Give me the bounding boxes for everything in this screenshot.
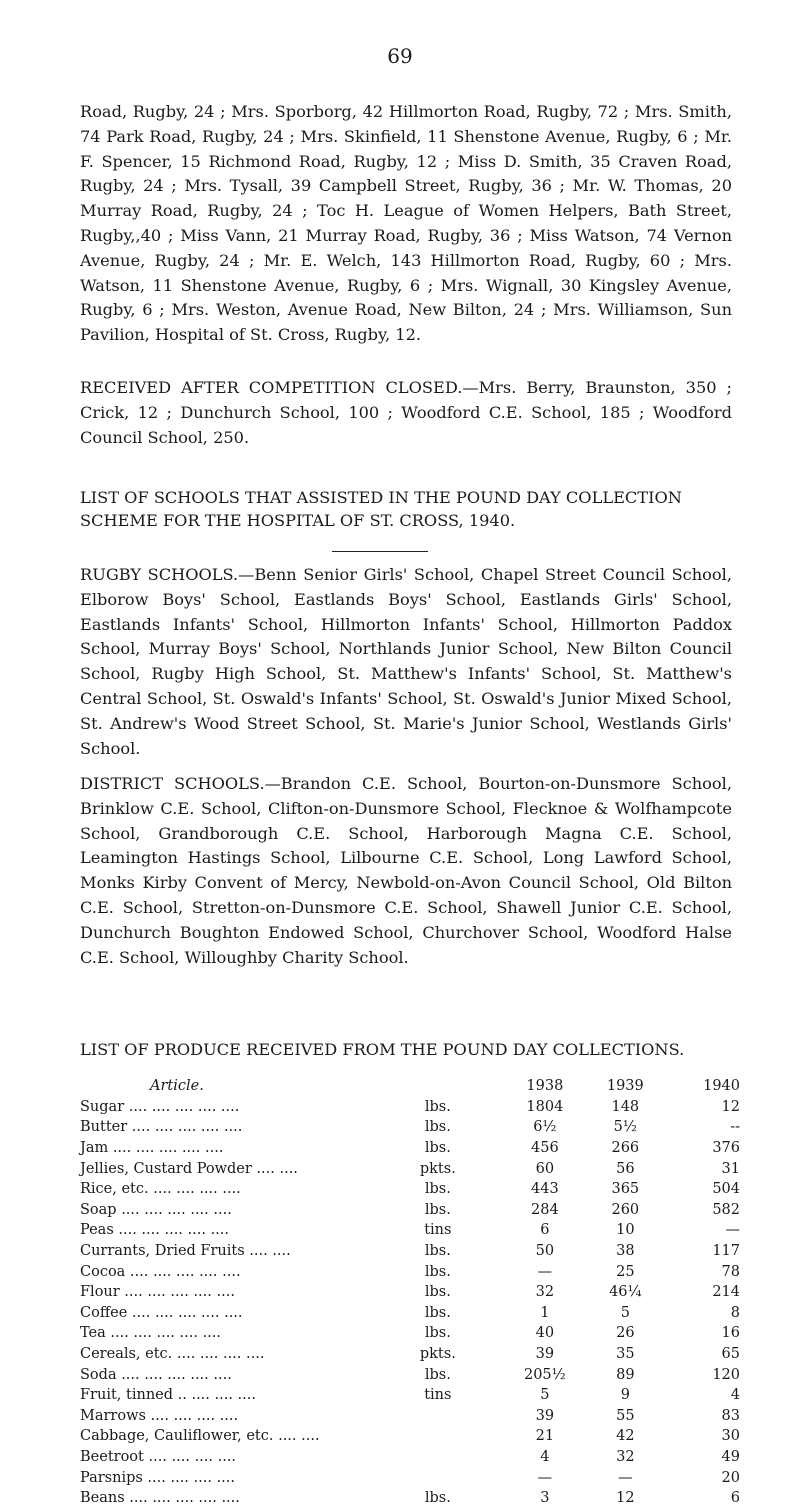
value-1938-cell: 6	[540, 1222, 550, 1239]
header-article: Article.	[150, 1078, 204, 1095]
article-cell: Jam .... .... .... .... ....	[80, 1140, 224, 1157]
table-row	[80, 1303, 740, 1324]
value-1939-cell: 148	[611, 1098, 640, 1115]
value-1940-cell: 214	[712, 1284, 740, 1301]
value-1939-cell: 266	[611, 1140, 640, 1157]
table-row	[80, 1426, 740, 1447]
produce-table	[80, 1076, 740, 1508]
unit-cell: lbs.	[424, 1284, 451, 1301]
value-1939-cell: 55	[616, 1407, 635, 1424]
value-1939-cell: 89	[616, 1366, 635, 1383]
received-after-label: RECEIVED AFTER COMPETITION CLOSED.	[80, 378, 463, 397]
value-1940-cell: 376	[712, 1140, 740, 1157]
page-number: 69	[387, 44, 413, 68]
value-1939-cell: 9	[620, 1387, 630, 1404]
unit-cell: lbs.	[424, 1304, 451, 1321]
value-1939-cell: 12	[616, 1490, 635, 1507]
rugby-schools-text: —Benn Senior Girls' School, Chapel Street Council School, Elborow Boys' School, Eastlands Boys' School, Eastlands Girls' School, Eastlands Infants' School, Hillmorton Infants' School, Hillmorton Paddox School, Murray Boys' School, Northlands Junior School, New Bilton Council School, Rugby High School, St. Matthew's Infants' School, St. Matthew's Central School, St. Oswald's Infants' School, St. Oswald's Junior Mixed School, St. Andrew's Wood Street School, St. Marie's Junior School, Westlands Girls' School.	[80, 565, 732, 758]
article-cell: Soap .... .... .... .... ....	[80, 1201, 232, 1218]
table-row	[80, 1097, 740, 1118]
value-1939-cell: 5	[620, 1304, 630, 1321]
value-1939-cell: 42	[616, 1428, 635, 1445]
value-1940-cell: --	[730, 1119, 740, 1136]
value-1939-cell: 38	[616, 1243, 635, 1260]
table-row	[80, 1323, 740, 1344]
value-1940-cell: 30	[721, 1428, 740, 1445]
value-1939-cell: 25	[616, 1263, 635, 1280]
value-1940-cell: 6	[730, 1490, 740, 1507]
unit-cell	[370, 1426, 506, 1447]
value-1939-cell: 32	[616, 1448, 635, 1465]
value-1938-cell: 40	[535, 1325, 555, 1342]
schools-list-heading: LIST OF SCHOOLS THAT ASSISTED IN THE POUND DAY COLLECTION SCHEME FOR THE HOSPITAL OF ST. CROSS, 1940.	[80, 488, 682, 530]
value-1940-cell: 504	[712, 1181, 740, 1198]
table-row	[80, 1179, 740, 1200]
value-1938-cell: 3	[540, 1490, 550, 1507]
article-cell: Beetroot .... .... .... ....	[80, 1448, 237, 1465]
article-cell: Flour .... .... .... .... ....	[80, 1284, 235, 1301]
article-cell: Currants, Dried Fruits .... ....	[80, 1243, 291, 1260]
article-cell: Soda .... .... .... .... ....	[80, 1366, 232, 1383]
value-1939-cell: 10	[616, 1222, 635, 1239]
value-1938-cell: 21	[535, 1428, 555, 1445]
district-schools-paragraph	[80, 772, 732, 970]
value-1940-cell: 120	[712, 1366, 740, 1383]
unit-cell: tins	[424, 1387, 452, 1404]
unit-cell: lbs.	[424, 1201, 451, 1218]
table-row	[80, 1138, 740, 1159]
unit-cell: pkts.	[419, 1160, 456, 1177]
value-1938-cell: 1804	[526, 1098, 564, 1115]
value-1938-cell: 443	[531, 1181, 559, 1198]
produce-table-header	[80, 1076, 740, 1097]
article-cell: Coffee .... .... .... .... ....	[80, 1304, 243, 1321]
value-1940-cell: 117	[712, 1243, 740, 1260]
value-1940-cell: 83	[721, 1407, 740, 1424]
section-divider	[332, 551, 428, 552]
table-row	[80, 1364, 740, 1385]
value-1940-cell: 65	[721, 1346, 740, 1363]
article-cell: Butter .... .... .... .... ....	[80, 1119, 243, 1136]
value-1938-cell: 4	[540, 1448, 550, 1465]
value-1938-cell: 60	[535, 1160, 555, 1177]
table-row	[80, 1406, 740, 1427]
unit-cell: lbs.	[424, 1119, 451, 1136]
unit-cell	[370, 1447, 506, 1468]
value-1938-cell: 284	[531, 1201, 559, 1218]
table-row	[80, 1282, 740, 1303]
value-1938-cell: 205½	[523, 1366, 566, 1383]
table-row	[80, 1241, 740, 1262]
district-schools-text: —Brandon C.E. School, Bourton-on-Dunsmore School, Brinklow C.E. School, Clifton-on-Dunsmore School, Flecknoe & Wolfhampcote School, Grandborough C.E. School, Harborough Magna C.E. School, Leamington Hastings School, Lilbourne C.E. School, Long Lawford School, Monks Kirby Convent of Mercy, Newbold-on-Avon Council School, Old Bilton C.E. School, Stretton-on-Dunsmore C.E. School, Shawell Junior C.E. School, Dunchurch Boughton Endowed School, Churchover School, Woodford Halse C.E. School, Willoughby Charity School.	[80, 774, 732, 967]
header-1939: 1939	[606, 1078, 644, 1095]
value-1939-cell: 365	[611, 1181, 640, 1198]
value-1938-cell: 5	[540, 1387, 550, 1404]
article-cell: Tea .... .... .... .... ....	[80, 1325, 221, 1342]
table-row	[80, 1385, 740, 1406]
produce-table-body	[80, 1097, 740, 1508]
article-cell: Beans .... .... .... .... ....	[80, 1490, 240, 1507]
article-cell: Marrows .... .... .... ....	[80, 1407, 239, 1424]
value-1940-cell: 31	[721, 1160, 740, 1177]
value-1938-cell: —	[537, 1263, 553, 1280]
donor-list-paragraph: Road, Rugby, 24 ; Mrs. Sporborg, 42 Hillmorton Road, Rugby, 72 ; Mrs. Smith, 74 Park Road, Rugby, 24 ; Mrs. Skinfield, 11 Shenstone Avenue, Rugby, 6 ; Mr. F. Spencer, 15 Richmond Road, Rugby, 12 ; Miss D. Smith, 35 Craven Road, Rugby, 24 ; Mrs. Tysall, 39 Campbell Street, Rugby, 36 ; Mr. W. Thomas, 20 Murray Road, Rugby, 24 ; Toc H. League of Women Helpers, Bath Street, Rugby,,40 ; Miss Vann, 21 Murray Road, Rugby, 36 ; Miss Watson, 74 Vernon Avenue, Rugby, 24 ; Mr. E. Welch, 143 Hillmorton Road, Rugby, 60 ; Mrs. Watson, 11 Shenstone Avenue, Rugby, 6 ; Mrs. Wignall, 30 Kingsley Avenue, Rugby, 6 ; Mrs. Weston, Avenue Road, New Bilton, 24 ; Mrs. Williamson, Sun Pavilion, Hospital of St. Cross, Rugby, 12.	[80, 102, 732, 345]
table-row	[80, 1220, 740, 1241]
value-1940-cell: 582	[712, 1201, 740, 1218]
header-1940: 1940	[703, 1078, 740, 1095]
article-cell: Cocoa .... .... .... .... ....	[80, 1263, 241, 1280]
received-after-text: —Mrs. Berry, Braunston, 350 ; Crick, 12 ; Dunchurch School, 100 ; Woodford C.E. School, 185 ; Woodford Council School, 250.	[80, 378, 732, 447]
value-1939-cell: 56	[616, 1160, 635, 1177]
table-row	[80, 1200, 740, 1221]
rugby-schools-paragraph	[80, 563, 732, 761]
unit-cell: lbs.	[424, 1243, 451, 1260]
unit-cell: tins	[424, 1222, 452, 1239]
article-cell: Cereals, etc. .... .... .... ....	[80, 1346, 265, 1363]
unit-cell: lbs.	[424, 1490, 451, 1507]
value-1940-cell: 49	[721, 1448, 740, 1465]
table-row	[80, 1261, 740, 1282]
table-row	[80, 1447, 740, 1468]
value-1938-cell: 456	[531, 1140, 559, 1157]
unit-cell: lbs.	[424, 1098, 451, 1115]
table-row	[80, 1117, 740, 1138]
value-1938-cell: 1	[540, 1304, 550, 1321]
unit-cell: lbs.	[424, 1140, 451, 1157]
value-1940-cell: 8	[730, 1304, 740, 1321]
table-row	[80, 1158, 740, 1179]
produce-list-heading: LIST OF PRODUCE RECEIVED FROM THE POUND DAY COLLECTIONS.	[80, 1040, 685, 1059]
value-1939-cell: —	[618, 1469, 633, 1486]
value-1940-cell: 16	[721, 1325, 740, 1342]
value-1938-cell: 39	[535, 1407, 555, 1424]
value-1940-cell: 12	[721, 1098, 740, 1115]
unit-cell: lbs.	[424, 1325, 451, 1342]
unit-cell: pkts.	[419, 1346, 456, 1363]
unit-cell: lbs.	[424, 1263, 451, 1280]
district-schools-label: DISTRICT SCHOOLS.	[80, 774, 265, 793]
unit-cell	[370, 1406, 506, 1427]
value-1939-cell: 46¼	[609, 1284, 642, 1301]
table-row	[80, 1344, 740, 1365]
value-1939-cell: 260	[611, 1201, 640, 1218]
unit-cell: lbs.	[424, 1181, 451, 1198]
table-row	[80, 1488, 740, 1508]
article-cell: Rice, etc. .... .... .... ....	[80, 1181, 241, 1198]
value-1940-cell: 4	[730, 1387, 740, 1404]
table-row	[80, 1467, 740, 1488]
value-1940-cell: 78	[721, 1263, 740, 1280]
article-cell: Peas .... .... .... .... ....	[80, 1222, 230, 1239]
header-1938: 1938	[526, 1078, 564, 1095]
unit-cell: lbs.	[424, 1366, 451, 1383]
rugby-schools-label: RUGBY SCHOOLS.	[80, 565, 239, 584]
value-1938-cell: —	[537, 1469, 553, 1486]
value-1940-cell: 20	[721, 1469, 740, 1486]
value-1938-cell: 39	[535, 1346, 555, 1363]
value-1938-cell: 50	[535, 1243, 555, 1260]
value-1938-cell: 6½	[533, 1119, 557, 1136]
received-after-paragraph	[80, 376, 732, 450]
value-1939-cell: 35	[616, 1346, 635, 1363]
article-cell: Jellies, Custard Powder .... ....	[80, 1160, 298, 1177]
unit-cell	[370, 1467, 506, 1488]
article-cell: Fruit, tinned .. .... .... ....	[80, 1387, 256, 1404]
article-cell: Cabbage, Cauliflower, etc. .... ....	[80, 1428, 320, 1445]
article-cell: Sugar .... .... .... .... ....	[80, 1098, 240, 1115]
value-1939-cell: 26	[616, 1325, 635, 1342]
value-1940-cell: —	[725, 1222, 740, 1239]
value-1938-cell: 32	[535, 1284, 555, 1301]
article-cell: Parsnips .... .... .... ....	[80, 1469, 236, 1486]
header-unit	[370, 1076, 506, 1097]
value-1939-cell: 5½	[613, 1119, 637, 1136]
